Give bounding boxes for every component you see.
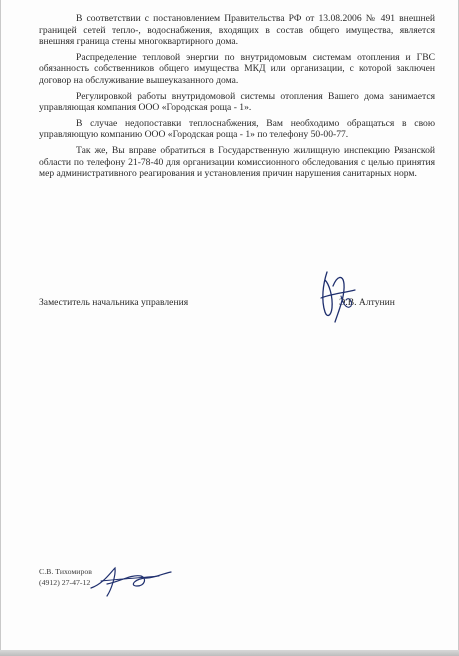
executor-phone: (4912) 27-47-12 xyxy=(39,577,91,587)
executor-signature-image xyxy=(89,564,179,598)
page-bottom-edge xyxy=(0,650,459,656)
paragraph-contact-company: В случае недопоставки теплоснабжения, Вам необходимо обращаться в свою управляющую компанию ООО «Городская роща - 1» по телефону 50-00-77. xyxy=(39,117,435,141)
executor-name: С.В. Тихомиров xyxy=(39,567,92,576)
letter-body xyxy=(39,13,435,184)
signatory-position: Заместитель начальника управления xyxy=(39,297,189,308)
paragraph-housing-inspection: Так же, Вы вправе обратиться в Государственную жилищную инспекцию Рязанской области по телефону 21-78-40 для организации комиссионного обследования с целью принятия мер административного реагирования и установления причин нарушения санитарных норм. xyxy=(39,144,435,180)
paragraph-heat-distribution: Распределение тепловой энергии по внутридомовым системам отопления и ГВС обязанность собственников общего имущества МКД или организации, с которой заключен договор на обслуживание вышеуказанного дома. xyxy=(39,51,435,86)
paragraph-regulation: В соответствии с постановлением Правительства РФ от 13.08.2006 № 491 внешней границей сетей тепло-, водоснабжения, входящих в состав общего имущества, является внешняя граница стены многоквартирного дома. xyxy=(39,13,435,48)
paragraph-management-company: Регулировкой работы внутридомовой системы отопления Вашего дома занимается управляющая компания ООО «Городская роща - 1». xyxy=(39,90,435,114)
signatory-name: Э.В. Алтунин xyxy=(339,297,395,308)
signature-block xyxy=(39,297,439,311)
director-signature-image xyxy=(313,266,363,328)
executor-info xyxy=(39,567,92,588)
